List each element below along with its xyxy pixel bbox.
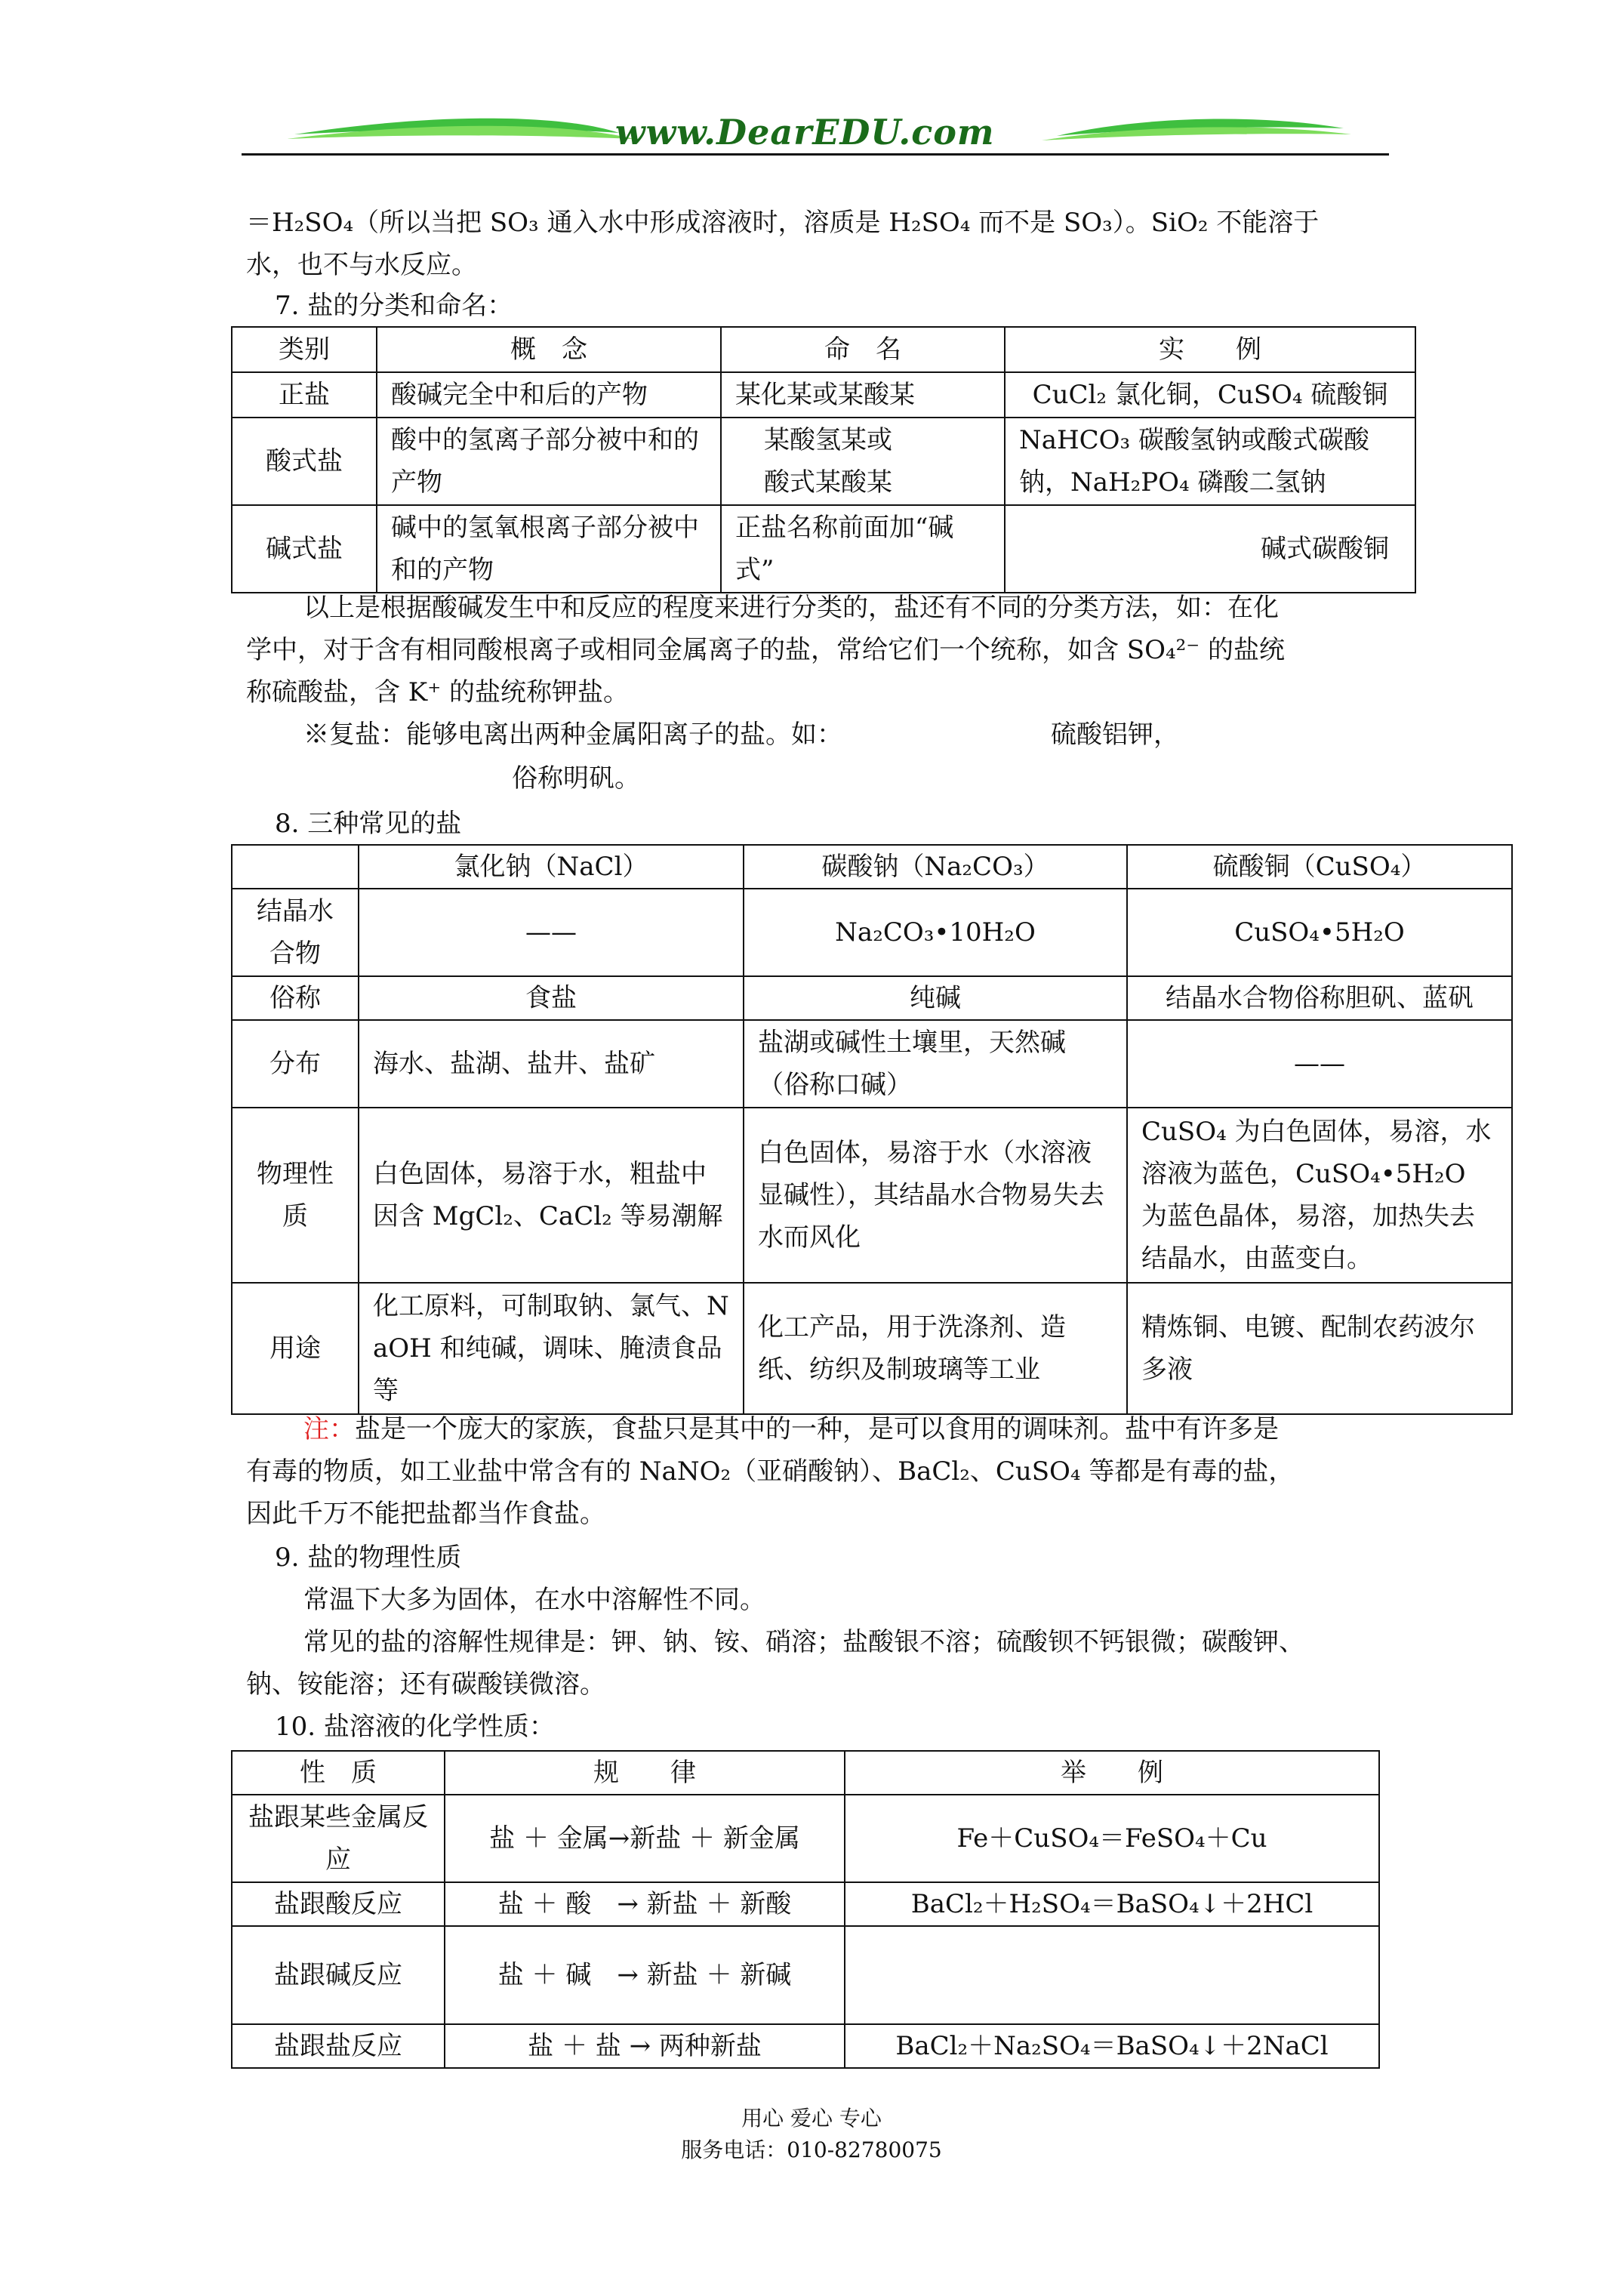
table-cell: 正盐 [232,372,377,418]
table-cell: 盐湖或碱性土壤里，天然碱（俗称口碱） [744,1020,1127,1108]
note-line-3: 因此千万不能把盐都当作食盐。 [246,1499,605,1529]
header-divider [242,153,1389,156]
table-cell: 盐 ＋ 盐 → 两种新盐 [445,2024,845,2068]
table-row [232,1926,1379,2024]
table-header-cell: 规 律 [445,1751,845,1795]
table-cell: 盐 ＋ 碱 → 新盐 ＋ 新碱 [445,1926,845,2024]
table-cell: 盐跟盐反应 [232,2024,445,2068]
table-cell: 酸式盐 [232,418,377,505]
table-cell: 盐跟某些金属反应 [232,1795,445,1882]
table-cell: Na₂CO₃•10H₂O [744,889,1127,976]
intro-line-2: 水，也不与水反应。 [246,250,477,280]
table-cell: —— [359,889,744,976]
table-row [232,889,1512,976]
table-cell: 俗称 [232,976,359,1020]
note-line-1 [303,1407,1279,1451]
table-row [232,1283,1512,1414]
table-cell: 酸碱完全中和后的产物 [377,372,721,418]
table-header-cell: 类别 [232,327,377,372]
table-cell: 正盐名称前面加“碱式” [721,505,1005,593]
table-header-cell: 硫酸铜（CuSO₄） [1127,845,1512,889]
table-row [232,1795,1379,1882]
table-cell: 纯碱 [744,976,1127,1020]
salt-chemical-properties-table [231,1750,1380,2069]
table-header-cell: 举 例 [845,1751,1379,1795]
table-cell: 盐 ＋ 酸 → 新盐 ＋ 新酸 [445,1882,845,1926]
table-cell: 白色固体，易溶于水，粗盐中因含 MgCl₂、CaCl₂ 等易潮解 [359,1108,744,1283]
note-text: 盐是一个庞大的家族，食盐只是其中的一种，是可以食用的调味剂。盐中有许多是 [355,1414,1279,1444]
section-10-heading: 10. 盐溶液的化学性质： [275,1712,555,1742]
table-row [232,1108,1512,1283]
section-9-heading: 9. 盐的物理性质 [275,1542,462,1573]
table-cell: 某化某或某酸某 [721,372,1005,418]
double-salt-common-name: 俗称明矾。 [512,763,640,794]
table-row [232,505,1415,593]
table-cell: 结晶水合物俗称胆矾、蓝矾 [1127,976,1512,1020]
section-9-line-3: 钠、铵能溶；还有碳酸镁微溶。 [246,1669,605,1700]
table-header-cell: 实 例 [1005,327,1415,372]
table-cell: BaCl₂＋Na₂SO₄＝BaSO₄↓＋2NaCl [845,2024,1379,2068]
table-header-cell [232,845,359,889]
table-header-cell: 概 念 [377,327,721,372]
table-cell: 碱中的氢氧根离子部分被中和的产物 [377,505,721,593]
note-line-2: 有毒的物质，如工业盐中常含有的 NaNO₂（亚硝酸钠）、BaCl₂、CuSO₄ 等都是有毒的盐， [246,1456,1295,1487]
table-cell: 用途 [232,1283,359,1414]
table-cell [845,1926,1379,2024]
intro-line-1: ＝H₂SO₄（所以当把 SO₃ 通入水中形成溶液时，溶质是 H₂SO₄ 而不是 SO₃）。SiO₂ 不能溶于 [246,208,1320,238]
table-cell: CuSO₄ 为白色固体，易溶，水溶液为蓝色，CuSO₄•5H₂O 为蓝色晶体，易溶，加热失去结晶水，由蓝变白。 [1127,1108,1512,1283]
section-7-para-3: 称硫酸盐，含 K⁺ 的盐统称钾盐。 [246,677,629,707]
table-cell: 盐跟酸反应 [232,1882,445,1926]
section-7-heading: 7. 盐的分类和命名： [275,291,513,321]
table-row [232,976,1512,1020]
table-cell: 精炼铜、电镀、配制农药波尔多液 [1127,1283,1512,1414]
table-cell: 食盐 [359,976,744,1020]
table-row [232,1020,1512,1108]
salt-classification-table [231,326,1416,593]
table-header-cell: 碳酸钠（Na₂CO₃） [744,845,1127,889]
table-cell: 物理性质 [232,1108,359,1283]
section-7-para-1: 以上是根据酸碱发生中和反应的程度来进行分类的，盐还有不同的分类方法，如：在化 [303,593,1279,623]
note-label: 注： [303,1414,355,1444]
table-cell: NaHCO₃ 碳酸氢钠或酸式碳酸钠，NaH₂PO₄ 磷酸二氢钠 [1005,418,1415,505]
table-cell: 碱式碳酸铜 [1005,505,1415,593]
section-9-line-2: 常见的盐的溶解性规律是：钾、钠、铵、硝溶；盐酸银不溶；硫酸钡不钙银微；碳酸钾、 [303,1627,1304,1657]
table-cell: 盐 ＋ 金属→新盐 ＋ 新金属 [445,1795,845,1882]
common-salts-table [231,844,1513,1415]
footer-slogan: 用心 爱心 专心 [741,2106,882,2131]
table-cell: 化工原料，可制取钠、氯气、NaOH 和纯碱，调味、腌渍食品等 [359,1283,744,1414]
table-cell: 结晶水合物 [232,889,359,976]
table-row [232,418,1415,505]
table-cell: 化工产品，用于洗涤剂、造纸、纺织及制玻璃等工业 [744,1283,1127,1414]
table-cell: —— [1127,1020,1512,1108]
table-cell: 白色固体，易溶于水（水溶液显碱性），其结晶水合物易失去水而风化 [744,1108,1127,1283]
table-header-cell: 命 名 [721,327,1005,372]
double-salt-example: 硫酸铝钾， [1051,720,1179,750]
site-logo[interactable]: www.DearEDU.com [615,112,995,153]
table-row [232,1882,1379,1926]
table-cell: CuSO₄•5H₂O [1127,889,1512,976]
footer-phone: 服务电话：010-82780075 [681,2137,942,2162]
table-row [232,2024,1379,2068]
double-salt-text: ※复盐：能够电离出两种金属阳离子的盐。如： [303,720,842,750]
table-cell: CuCl₂ 氯化铜，CuSO₄ 硫酸铜 [1005,372,1415,418]
section-8-heading: 8. 三种常见的盐 [275,809,462,839]
table-cell: Fe＋CuSO₄＝FeSO₄＋Cu [845,1795,1379,1882]
table-cell: 某酸氢某或 酸式某酸某 [721,418,1005,505]
table-header-cell: 氯化钠（NaCl） [359,845,744,889]
section-7-para-2: 学中，对于含有相同酸根离子或相同金属离子的盐，常给它们一个统称，如含 SO₄²⁻ 的盐统 [246,635,1285,665]
table-header-cell: 性 质 [232,1751,445,1795]
table-cell: 碱式盐 [232,505,377,593]
section-9-line-1: 常温下大多为固体，在水中溶解性不同。 [303,1585,765,1615]
table-row [232,372,1415,418]
table-cell: BaCl₂＋H₂SO₄＝BaSO₄↓＋2HCl [845,1882,1379,1926]
table-cell: 海水、盐湖、盐井、盐矿 [359,1020,744,1108]
table-cell: 分布 [232,1020,359,1108]
table-cell: 盐跟碱反应 [232,1926,445,2024]
table-cell: 酸中的氢离子部分被中和的产物 [377,418,721,505]
